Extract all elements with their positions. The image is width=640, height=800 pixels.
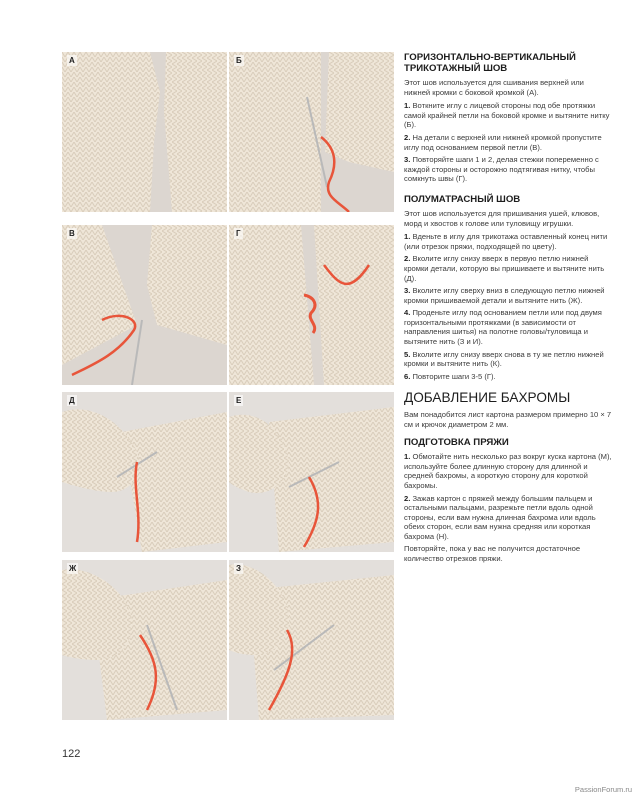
photo-b (229, 52, 394, 212)
chapter-title: ДОБАВЛЕНИЕ БАХРОМЫ (404, 390, 571, 406)
photo-e (62, 392, 227, 552)
photo-label: З (236, 564, 242, 573)
photo-label: А (69, 56, 75, 65)
step-item: 1. Вденьте в иглу для трикотажа оставленный конец нити (или отрезок пряжи, подходящей по цвету). (404, 232, 608, 251)
step-item: 2. Зажав картон с пряжей между большим пальцем и остальными пальцами, разрежьте петли вдоль одной стороны, если вам нужна длинная бахрома или вдоль обеих сторон, если вам нужна средняя или короткая бахрома (Н). (404, 493, 596, 541)
section-title: ПОДГОТОВКА ПРЯЖИ (404, 437, 509, 449)
section-intro: Вам понадобится лист картона размером примерно 10 × 7 см и крючок диаметром 2 мм. (404, 409, 612, 429)
knit-pieces-illustration (62, 225, 227, 385)
step-item: 2. Вколите иглу снизу вверх в первую петлю нижней кромки детали, которую вы пришиваете и вытяните нить (Д). (404, 254, 605, 283)
photo-label: Е (236, 396, 242, 405)
step-item: 1. Воткните иглу с лицевой стороны под обе протяжки самой крайней петли на боковой кромке и вытяните нитку (Б). (404, 101, 610, 130)
photo-c (62, 225, 227, 385)
knit-pieces-illustration (229, 392, 394, 552)
step-item: 5. Вколите иглу снизу вверх снова в ту же петлю нижней кромки и вытяните нить (К). (404, 349, 604, 369)
photo-d (229, 225, 394, 385)
knit-pieces-illustration (62, 52, 227, 212)
photo-a (62, 52, 227, 212)
section-title: ГОРИЗОНТАЛЬНО-ВЕРТИКАЛЬНЫЙ ТРИКОТАЖНЫЙ ШОВ (404, 52, 576, 74)
photo-label: Ж (69, 564, 77, 573)
photo-g (62, 560, 227, 720)
watermark: PassionForum.ru (574, 785, 632, 794)
knit-pieces-illustration (62, 560, 227, 720)
section-title: ПОЛУМАТРАСНЫЙ ШОВ (404, 193, 521, 205)
section-intro: Этот шов используется для сшивания верхней или нижней кромки с боковой кромкой (А). (404, 78, 584, 97)
photo-h (229, 560, 394, 720)
page-number: 122 (62, 748, 81, 760)
photo-label: Д (69, 396, 75, 405)
step-item: 6. Повторите шаги 3-5 (Г). (404, 371, 496, 381)
step-item: 4. Проденьте иглу под основанием петли или под двумя горизонтальными протяжками (в зависимости от направления шитья) на полотне головы/туловища и вытяните нить (З и И). (404, 308, 602, 347)
photo-label: Г (236, 229, 241, 238)
knit-pieces-illustration (229, 560, 394, 720)
photo-label: В (69, 229, 75, 238)
knit-pieces-illustration (229, 52, 394, 212)
step-item: 1. Обмотайте нить несколько раз вокруг куска картона (М), используйте более длинную сторону для длинной и средней бахромы, а короткую сторону для короткой бахромы. (404, 452, 612, 490)
photo-f (229, 392, 394, 552)
step-item: 2. На детали с верхней или нижней кромкой пропустите иглу под основанием первой петли (В). (404, 132, 602, 152)
knit-pieces-illustration (229, 225, 394, 385)
step-item: 3. Повторяйте шаги 1 и 2, делая стежки попеременно с каждой стороны и осторожно подтягивая нитку, чтобы сомкнуть швы (Г). (404, 155, 599, 184)
text-column (404, 52, 612, 568)
section-intro: Этот шов используется для пришивания ушей, клювов, морд и хвостов к голове или туловищу игрушки. (404, 208, 600, 228)
knit-pieces-illustration (62, 392, 227, 552)
step-item: 3. Вколите иглу сверху вниз в следующую петлю нижней кромки пришиваемой детали и вытяните нить (Ж). (404, 286, 605, 305)
photo-label: Б (236, 56, 242, 65)
section-outro: Повторяйте, пока у вас не получится достаточное количество отрезков пряжи. (404, 544, 581, 564)
